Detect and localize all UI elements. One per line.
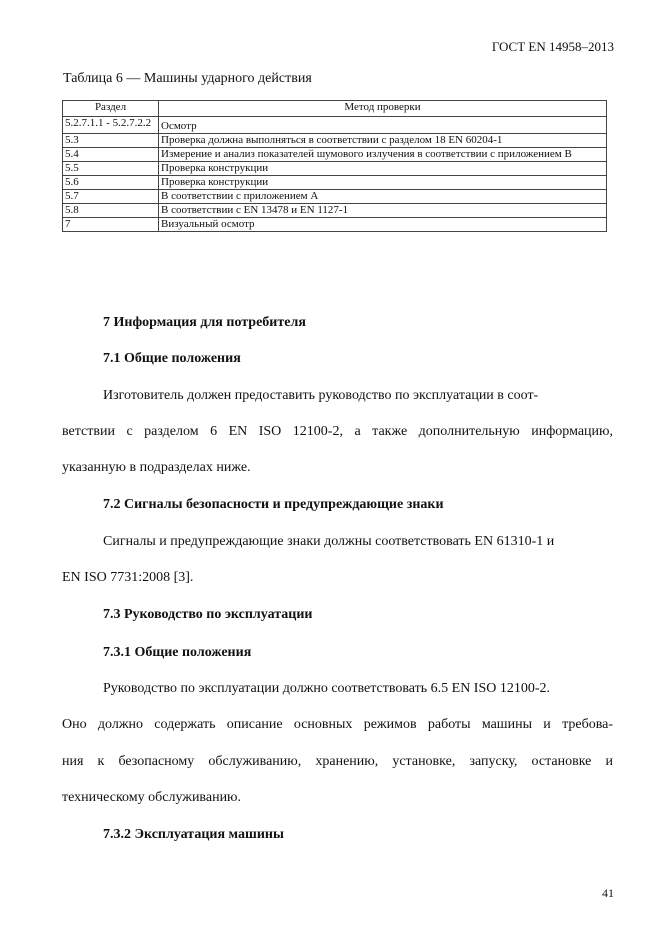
paragraph-line: Оно должно содержать описание основных режимов работы машины и требова- [62, 717, 613, 732]
cell-method: Визуальный осмотр [159, 218, 607, 232]
table-header-row [63, 101, 607, 117]
section-heading-7-3-2: 7.3.2 Эксплуатация машины [103, 827, 284, 842]
paragraph-line: Изготовитель должен предоставить руководство по эксплуатации в соот- [103, 388, 539, 403]
column-header-section: Раздел [63, 101, 159, 117]
table-caption: Таблица 6 — Машины ударного действия [63, 71, 312, 86]
table-row [63, 134, 607, 148]
section-heading-7-3-1: 7.3.1 Общие положения [103, 645, 252, 660]
section-heading-7-1: 7.1 Общие положения [103, 351, 241, 366]
section-heading-7-2: 7.2 Сигналы безопасности и предупреждающие знаки [103, 497, 444, 512]
cell-section: 5.3 [63, 134, 159, 148]
paragraph-line: Руководство по эксплуатации должно соответствовать 6.5 EN ISO 12100-2. [103, 681, 551, 696]
section-heading-7: 7 Информация для потребителя [103, 315, 306, 330]
document-header: ГОСТ EN 14958–2013 [491, 39, 614, 54]
table-row [63, 204, 607, 218]
inspection-table [62, 100, 607, 232]
cell-method: Проверка конструкции [159, 162, 607, 176]
table-row [63, 162, 607, 176]
cell-method: Осмотр [159, 117, 607, 134]
paragraph-line: техническому обслуживанию. [62, 790, 242, 805]
cell-method: В соответствии с EN 13478 и EN 1127-1 [159, 204, 607, 218]
cell-method: В соответствии с приложением A [159, 190, 607, 204]
paragraph-line: указанную в подразделах ниже. [62, 460, 251, 475]
cell-method: Проверка конструкции [159, 176, 607, 190]
paragraph-line: EN ISO 7731:2008 [3]. [62, 570, 194, 585]
column-header-method: Метод проверки [159, 101, 607, 117]
cell-section: 5.2.7.1.1 - 5.2.7.2.2 [63, 117, 159, 134]
table-row [63, 176, 607, 190]
table-row [63, 190, 607, 204]
cell-section: 7 [63, 218, 159, 232]
table-row [63, 148, 607, 162]
page-number: 41 [602, 886, 614, 900]
paragraph-line: Сигналы и предупреждающие знаки должны соответствовать EN 61310-1 и [103, 534, 555, 549]
cell-section: 5.5 [63, 162, 159, 176]
paragraph-line: ния к безопасному обслуживанию, хранению, установке, запуску, остановке и [62, 754, 613, 769]
cell-method: Проверка должна выполняться в соответствии с разделом 18 EN 60204-1 [159, 134, 607, 148]
cell-method: Измерение и анализ показателей шумового излучения в соответствии с приложением B [159, 148, 607, 162]
cell-section: 5.4 [63, 148, 159, 162]
cell-section: 5.7 [63, 190, 159, 204]
cell-section: 5.6 [63, 176, 159, 190]
paragraph-line: ветствии с разделом 6 EN ISO 12100-2, а также дополнительную информацию, [62, 424, 613, 439]
table-row [63, 117, 607, 134]
table-row [63, 218, 607, 232]
section-heading-7-3: 7.3 Руководство по эксплуатации [103, 607, 313, 622]
cell-section: 5.8 [63, 204, 159, 218]
